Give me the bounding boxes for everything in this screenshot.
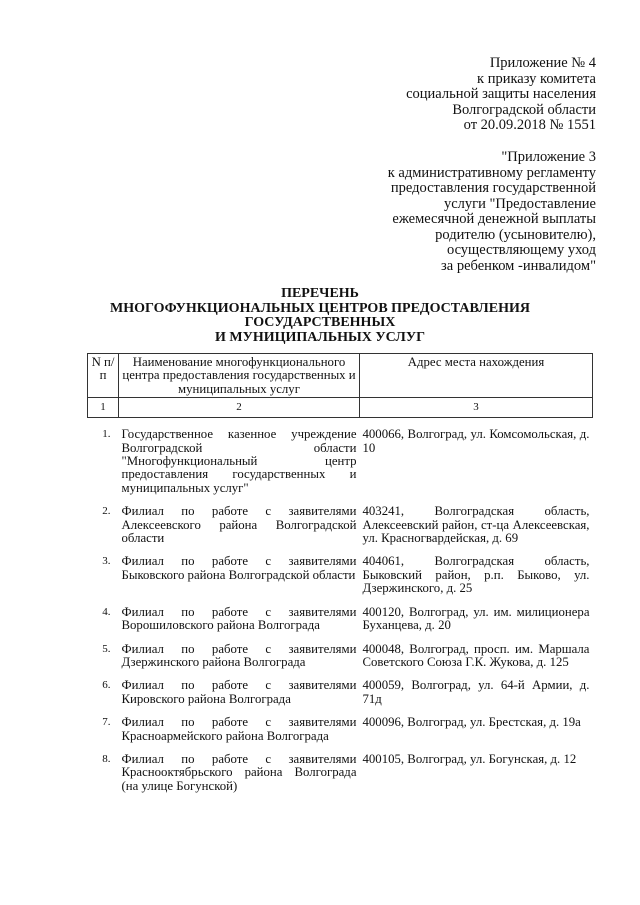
appendix-4-line: социальной защиты населения	[406, 86, 596, 102]
appendix-4-line: Приложение № 4	[489, 55, 596, 71]
table-header-row	[88, 354, 593, 398]
center-address: 400059, Волгоград, ул. 64-й Армии, д. 71д	[362, 678, 590, 706]
appendix-3-line: к административному регламенту	[387, 164, 596, 181]
mfc-table	[87, 353, 593, 794]
row-number: 7.	[102, 716, 111, 729]
table-row	[88, 504, 593, 546]
title-line: И МУНИЦИПАЛЬНЫХ УСЛУГ	[214, 329, 426, 345]
table-row	[88, 642, 593, 671]
row-number: 3.	[102, 555, 111, 568]
appendix-4-line: Волгоградской области	[452, 101, 596, 118]
table-row	[88, 554, 593, 596]
center-address: 400120, Волгоград, ул. им. милиционера Буханцева, д. 20	[362, 604, 590, 633]
center-name: Филиал по работе с заявителями Красноармейского района Волгограда	[121, 715, 357, 743]
row-number: 4.	[102, 605, 111, 618]
center-name: Филиал по работе с заявителями Кировского района Волгограда	[121, 678, 357, 706]
center-address: 403241, Волгоградская область, Алексеевский район, ст-ца Алексеевская, ул. Красногвардейская, д. 69	[362, 504, 590, 546]
row-number: 1.	[102, 428, 111, 441]
appendix-3-line: "Приложение 3	[501, 149, 596, 165]
document-title	[0, 287, 640, 345]
title-line: ГОСУДАРСТВЕННЫХ	[244, 315, 396, 330]
center-name: Филиал по работе с заявителями Алексеевского района Волгоградской области	[121, 504, 357, 546]
header-number: N п/п	[88, 354, 119, 398]
title-line: МНОГОФУНКЦИОНАЛЬНЫХ ЦЕНТРОВ ПРЕДОСТАВЛЕНИЯ	[110, 300, 530, 316]
column-number: 3	[360, 398, 593, 418]
appendix-4-header	[406, 56, 596, 134]
header-address: Адрес места нахождения	[360, 354, 593, 398]
table-row	[88, 678, 593, 707]
header-name: Наименование многофункционального центра предоставления государственных и муниципальных услуг	[119, 354, 360, 398]
column-number: 2	[119, 398, 360, 418]
row-number: 6.	[102, 679, 111, 692]
appendix-3-header	[388, 150, 596, 274]
appendix-3-line: ежемесячной денежной выплаты	[392, 211, 596, 227]
appendix-3-line: осуществляющему уход	[446, 242, 596, 258]
center-name: Филиал по работе с заявителями Краснооктябрьского района Волгограда (на улице Богунской)	[121, 751, 357, 793]
table-row	[88, 605, 593, 634]
title-line: ПЕРЕЧЕНЬ	[281, 286, 359, 301]
appendix-3-line: услуги "Предоставление	[443, 195, 596, 212]
appendix-3-line: родителю (усыновителю),	[435, 226, 596, 243]
row-number: 2.	[102, 505, 111, 518]
appendix-4-line: от 20.09.2018 № 1551	[463, 117, 596, 133]
table-row	[88, 418, 593, 497]
column-numbers-row	[88, 398, 593, 418]
center-address: 400096, Волгоград, ул. Брестская, д. 19а	[362, 715, 581, 730]
center-name: Филиал по работе с заявителями Дзержинского района Волгограда	[121, 641, 357, 669]
center-address: 400048, Волгоград, просп. им. Маршала Советского Союза Г.К. Жукова, д. 125	[362, 641, 590, 669]
table-row	[88, 752, 593, 794]
column-number: 1	[88, 398, 119, 418]
center-name: Филиал по работе с заявителями Быковского района Волгоградской области	[121, 554, 357, 582]
center-address: 400066, Волгоград, ул. Комсомольская, д. 10	[362, 427, 590, 455]
row-number: 5.	[102, 642, 111, 655]
table-row	[88, 715, 593, 744]
row-number: 8.	[102, 752, 111, 765]
appendix-4-line: к приказу комитета	[477, 70, 596, 87]
center-address: 400105, Волгоград, ул. Богунская, д. 12	[362, 751, 577, 766]
center-address: 404061, Волгоградская область, Быковский район, р.п. Быково, ул. Дзержинского, д. 25	[362, 554, 590, 596]
center-name: Филиал по работе с заявителями Ворошиловского района Волгограда	[121, 604, 357, 633]
center-name: Государственное казенное учреждение Волгоградской области "Многофункциональный центр предоставления государственных и муниципальных услуг"	[121, 427, 357, 495]
appendix-3-line: предоставления государственной	[390, 180, 596, 196]
appendix-3-line: за ребенком -инвалидом"	[441, 257, 596, 274]
